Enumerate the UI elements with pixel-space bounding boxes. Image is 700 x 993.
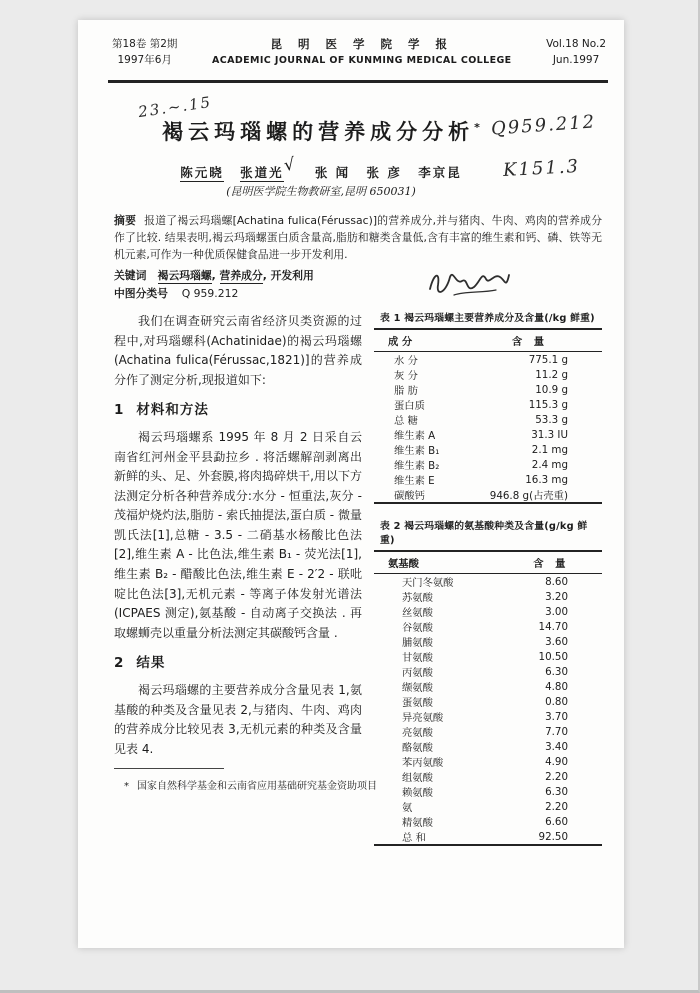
- table-row: [374, 709, 602, 724]
- table-cell-value: 10.9 g: [535, 383, 568, 396]
- table-2-caption: 表 2 褐云玛瑙螺的氨基酸种类及含量(g/kg 鲜重): [380, 521, 588, 546]
- table-cell-label: 甘氨酸: [402, 652, 433, 664]
- table-cell-value: 8.60: [545, 575, 568, 588]
- table-row: [374, 457, 602, 472]
- footnote-rule: [114, 768, 224, 769]
- table-cell-value: 6.30: [545, 785, 568, 798]
- table-cell-label: 水 分: [394, 355, 418, 367]
- table-row: [374, 769, 602, 784]
- table-1-header-row: [374, 329, 602, 352]
- keyword-2: 营养成分: [219, 269, 263, 282]
- table-cell-value: 6.60: [545, 815, 568, 828]
- journal-vol-en: Vol.18 No.2: [546, 38, 606, 50]
- table-row: [374, 634, 602, 649]
- table-cell-label: 氨: [402, 802, 413, 814]
- table-cell-value: 3.40: [545, 740, 568, 753]
- section-1-heading: [114, 399, 362, 421]
- table-cell-value: 4.80: [545, 680, 568, 693]
- table-2-header-row: [374, 551, 602, 574]
- section-2-number: 2: [114, 655, 125, 672]
- table-cell-label: 异亮氨酸: [402, 712, 444, 724]
- table-row: [374, 799, 602, 814]
- handwritten-note-topleft: 23.~.15: [137, 92, 214, 122]
- table-cell-label: 亮氨酸: [402, 727, 433, 739]
- table-cell-value: 14.70: [538, 620, 568, 633]
- table-row: [374, 649, 602, 664]
- author-2: 张道光: [240, 165, 284, 180]
- table-row: [374, 724, 602, 739]
- table-row: [374, 664, 602, 679]
- table-row: [374, 739, 602, 754]
- table-cell-label: 脂 肪: [394, 385, 418, 397]
- table-cell-label: 总 糖: [394, 415, 418, 427]
- table-cell-value: 4.90: [545, 755, 568, 768]
- table-row: [374, 352, 602, 368]
- table-cell-label: 总 和: [402, 832, 426, 844]
- footnote-star: *: [124, 781, 129, 792]
- table-cell-label: 脯氨酸: [402, 637, 433, 649]
- table-2-col-header-amino: 氨基酸: [374, 551, 501, 574]
- table-cell-value: 115.3 g: [528, 398, 568, 411]
- journal-date-en: Jun.1997: [552, 54, 600, 67]
- table-row: [374, 694, 602, 709]
- table-cell-value: 2.4 mg: [531, 458, 568, 471]
- table-cell-value: 11.2 g: [535, 368, 568, 381]
- abstract-block: [114, 212, 602, 263]
- table-cell-label: 酪氨酸: [402, 742, 433, 754]
- table-cell-value: 2.1 mg: [531, 443, 568, 456]
- table-row: [374, 367, 602, 382]
- clc-value: Q 959.212: [181, 287, 239, 300]
- table-cell-label: 谷氨酸: [402, 622, 433, 634]
- keywords-line: [114, 268, 602, 283]
- checkmark-annotation-icon: √: [282, 154, 298, 176]
- paper-title-text: 褐云玛瑙螺的营养成分分析: [162, 120, 475, 144]
- keyword-sep-2: ,: [262, 269, 271, 282]
- author-1: 陈元晓: [180, 165, 224, 180]
- table-cell-label: 丝氨酸: [402, 607, 433, 619]
- journal-date-cn: 1997年6月: [117, 54, 172, 67]
- table-cell-value: 10.50: [538, 650, 568, 663]
- abstract-text: 报道了褐云玛瑙螺[Achatina fulica(Férussac)]的营养成分,并与猪肉、牛肉、鸡肉的营养成分作了比较. 结果表明,褐云玛瑙螺蛋白质含量高,脂肪和糖类含量低,含有丰富的维生素和钙、磷、铁等无机元素,可作为一种优质保健食品进一步开发利用.: [114, 214, 603, 262]
- table-row: [374, 442, 602, 457]
- table-1-body: [374, 352, 602, 504]
- footnote-text-line: [114, 777, 414, 792]
- table-row: [374, 382, 602, 397]
- table-cell-label: 缬氨酸: [402, 682, 433, 694]
- table-cell-label: 维生素 B₁: [394, 445, 440, 457]
- table-row: [374, 619, 602, 634]
- table-cell-value: 3.20: [545, 590, 568, 603]
- table-cell-value: 3.00: [545, 605, 568, 618]
- section-2-title: 结果: [136, 655, 166, 672]
- handwritten-class-code-1: Q959.212: [490, 111, 597, 140]
- table-2-body: [374, 574, 602, 846]
- methods-paragraph: 褐云玛瑙螺系 1995 年 8 月 2 日采自云南省红河州金平县勐拉乡 . 将活螺解剖剥离出新鲜的头、足、外套膜,将肉捣碎烘干,用以下方法测定分析各种营养成分:水分 - 恒重法,灰分 - 茂福炉烧灼法,脂肪 - 索氏抽提法,蛋白质 - 微量凯氏法[1],总糖 - 3.5 - 二硝基水杨酸比色法[2],维生素 A - 比色法,维生素 B₁ - 荧光法[1],维生素 B₂ - 醋酸比色法,维生素 E - 2′2 - 联吡啶比色法[3],无机元素 - 等离子体发射光谱法(ICPAES 测定),氨基酸 - 自动离子交换法 . 再取螺蛳壳以重量分析法测定其碳酸钙含量 .: [114, 430, 362, 640]
- table-row: [374, 574, 602, 590]
- journal-name-en: ACADEMIC JOURNAL OF KUNMING MEDICAL COLLEGE: [211, 54, 512, 66]
- section-1-title: 材料和方法: [136, 402, 209, 419]
- table-row: [374, 784, 602, 799]
- section-1-number: 1: [114, 402, 125, 419]
- table-row: [374, 604, 602, 619]
- table-cell-value: 92.50: [538, 830, 568, 843]
- table-row: [374, 679, 602, 694]
- author-4: 张 彦: [366, 165, 402, 180]
- paper-title: [78, 116, 564, 146]
- journal-issue-cn: [112, 36, 177, 69]
- results-paragraph: 褐云玛瑙螺的主要营养成分含量见表 1,氨基酸的种类及含量见表 2,与猪肉、牛肉、鸡肉的营养成分比较见表 3,无机元素的种类及含量见表 4.: [114, 683, 362, 756]
- table-row: [374, 754, 602, 769]
- journal-vol-cn: 第18卷 第2期: [112, 38, 178, 50]
- table-row: [374, 829, 602, 845]
- keyword-1: 褐云玛瑙螺: [157, 269, 212, 282]
- clc-label: 中图分类号: [114, 287, 168, 300]
- table-cell-label: 维生素 B₂: [394, 460, 440, 472]
- table-row: [374, 412, 602, 427]
- table-cell-label: 灰 分: [394, 370, 418, 382]
- footnote-block: [114, 768, 414, 792]
- table-cell-value: 2.20: [545, 770, 568, 783]
- table-cell-label: 丙氨酸: [402, 667, 433, 679]
- keyword-3: 开发利用: [270, 269, 314, 282]
- table-cell-label: 维生素 E: [394, 475, 435, 487]
- abstract-label: 摘要: [114, 214, 137, 227]
- table-cell-value: 31.3 IU: [531, 428, 568, 441]
- table-2-col-header-content: 含 量: [501, 551, 602, 574]
- table-cell-value: 3.60: [545, 635, 568, 648]
- table-cell-label: 赖氨酸: [402, 787, 433, 799]
- table-cell-value: 2.20: [545, 800, 568, 813]
- table-cell-label: 碳酸钙: [394, 490, 425, 502]
- keyword-sep-1: ,: [211, 269, 220, 282]
- table-cell-label: 组氨酸: [402, 772, 433, 784]
- table-row: [374, 814, 602, 829]
- table-cell-label: 维生素 A: [394, 430, 436, 442]
- table-1-caption: 表 1 褐云玛瑙螺主要营养成分及含量(/kg 鲜重): [380, 313, 595, 324]
- author-5: 李京昆: [418, 165, 462, 180]
- table-cell-label: 天门冬氨酸: [402, 577, 454, 589]
- table-row: [374, 397, 602, 412]
- table-1: [374, 310, 602, 504]
- journal-name: [185, 36, 538, 69]
- table-1-col-header-content: 含 量: [458, 329, 602, 352]
- table-cell-value: 53.3 g: [535, 413, 568, 426]
- table-2: [374, 518, 602, 846]
- table-cell-label: 蛋氨酸: [402, 697, 433, 709]
- handwritten-class-code-2: K151.3: [502, 155, 581, 182]
- table-cell-value: 16.3 mg: [525, 473, 568, 486]
- table-cell-label: 苯丙氨酸: [402, 757, 444, 769]
- author-3: 张 闻: [314, 165, 351, 180]
- intro-paragraph: 我们在调查研究云南省经济贝类资源的过程中,对玛瑙螺科(Achatinidae)的褐云玛瑙螺(Achatina fulica(Férussac,1821)]的营养成分作了测定分析,现报道如下:: [114, 314, 362, 387]
- table-cell-label: 苏氨酸: [402, 592, 433, 604]
- table-1-col-header-component: 成 分: [374, 329, 458, 352]
- keywords-label: 关键词: [114, 269, 147, 282]
- journal-name-cn: 昆 明 医 学 院 学 报: [270, 37, 454, 51]
- table-cell-value: 946.8 g(占壳重): [489, 490, 568, 502]
- table-cell-label: 蛋白质: [394, 400, 425, 412]
- journal-issue-en: [546, 36, 606, 69]
- table-cell-value: 0.80: [545, 695, 568, 708]
- table-cell-label: 精氨酸: [402, 817, 433, 829]
- table-row: [374, 589, 602, 604]
- left-column: [114, 312, 362, 759]
- table-row: [374, 472, 602, 487]
- table-cell-value: 7.70: [545, 725, 568, 738]
- table-row: [374, 487, 602, 503]
- clc-line: [114, 286, 602, 301]
- title-footnote-marker: *: [474, 121, 480, 134]
- table-cell-value: 775.1 g: [528, 353, 568, 366]
- section-2-heading: [114, 652, 362, 674]
- paper-page: [78, 20, 624, 948]
- affiliation: (昆明医学院生物教研室,昆明 650031): [226, 185, 416, 198]
- journal-header: [112, 36, 606, 69]
- table-row: [374, 427, 602, 442]
- author-line: [78, 154, 564, 182]
- table-cell-value: 6.30: [545, 665, 568, 678]
- header-rule: [108, 80, 608, 83]
- right-column: [374, 310, 602, 860]
- footnote-text: 国家自然科学基金和云南省应用基础研究基金资助项目: [137, 781, 377, 792]
- table-cell-value: 3.70: [545, 710, 568, 723]
